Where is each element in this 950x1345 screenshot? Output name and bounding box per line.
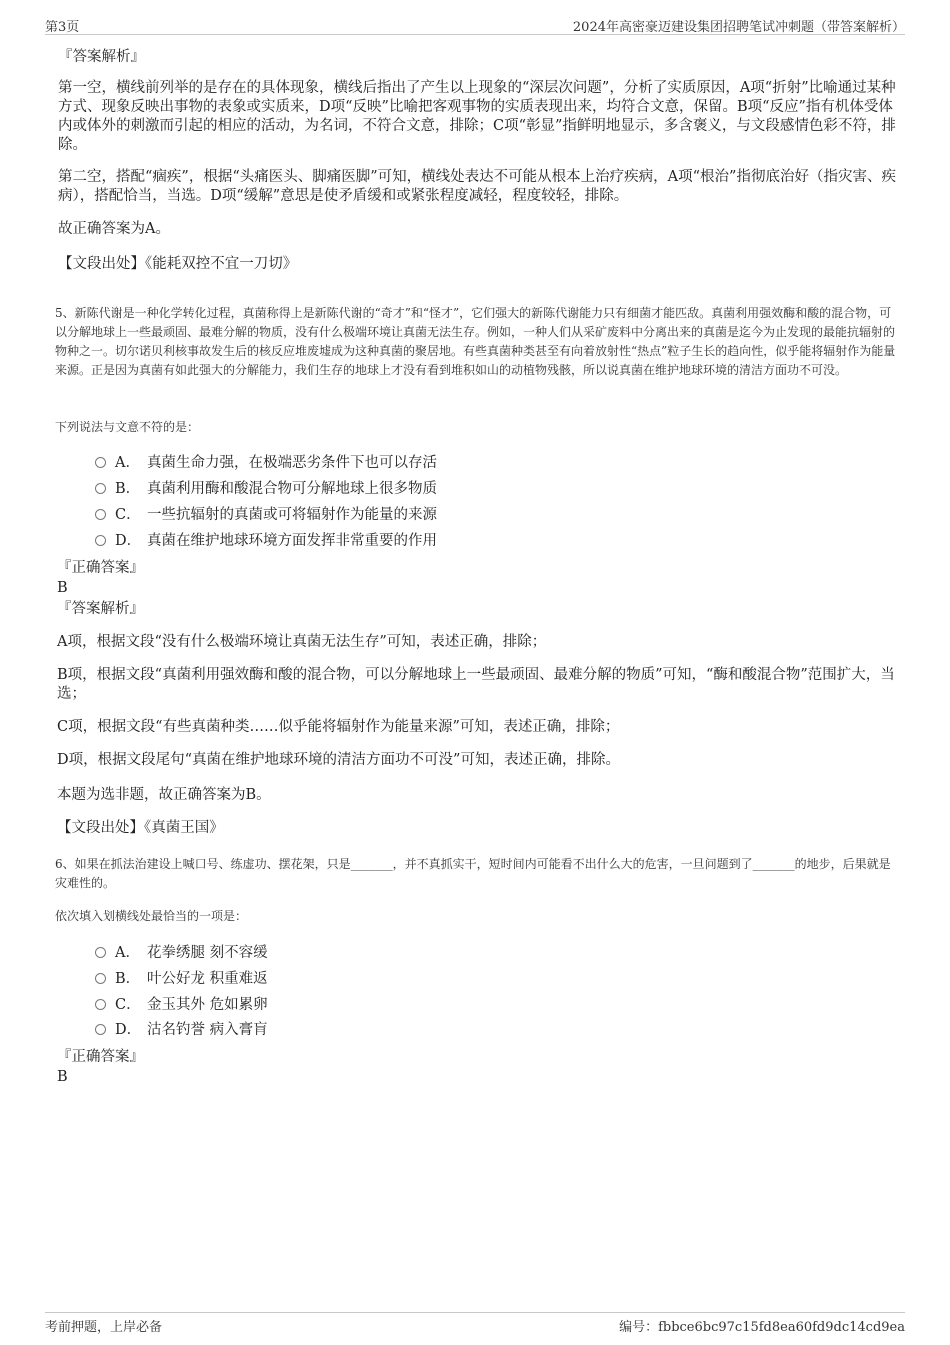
option-label: A．: [115, 455, 140, 471]
q5-analysis-a: A项，根据文段“没有什么极端环境让真菌无法生存”可知，表述正确，排除；: [57, 634, 547, 650]
q5-analysis-d: D项，根据文段尾句“真菌在维护地球环境的清洁方面功不可没”可知，表述正确，排除。: [57, 752, 620, 768]
option-label: D．: [115, 1022, 142, 1038]
option-label: A．: [115, 945, 140, 961]
option-text: 花拳绣腿 刻不容缓: [147, 945, 268, 961]
option-text: 真菌生命力强，在极端恶劣条件下也可以存活: [147, 455, 437, 471]
q6-stem: 6、如果在抓法治建设上喊口号、练虚功、摆花架，只是_______，并不真抓实干，短时间内可能看不出什么大的危害，一旦问题到了_______的地步，后果就是灾难性的。: [55, 857, 891, 890]
option-label: C．: [115, 997, 141, 1013]
option-label: B．: [115, 481, 141, 497]
page-footer: [45, 1312, 905, 1335]
option-label: C．: [115, 507, 141, 523]
radio-icon[interactable]: [95, 947, 106, 958]
q5-prompt: 下列说法与文意不符的是：: [55, 420, 200, 434]
q4-analysis-p1: 第一空，横线前列举的是存在的具体现象，横线后指出了产生以上现象的“深层次问题”，分析了实质原因，A项“折射”比喻通过某种方式、现象反映出事物的表象或实质来，D项“反映”比喻把客观事物的实质表现出来，均符合文意，保留。B项“反应”指有机体受体内或体外的刺激而引起的相应的活动，为名词，不符合文意，排除；C项“彰显”指鲜明地显示，多含褒义，与文段感情色彩不符，排除。: [58, 80, 896, 153]
q4-source: 【文段出处】《能耗双控不宜一刀切》: [58, 256, 298, 272]
option-text: 叶公好龙 积重难返: [147, 971, 268, 987]
option-text: 真菌在维护地球环境方面发挥非常重要的作用: [147, 533, 437, 549]
footer-slogan: 考前押题，上岸必备: [45, 1320, 163, 1335]
radio-icon[interactable]: [95, 535, 106, 546]
option-label: D．: [115, 533, 142, 549]
q5-option-a[interactable]: [95, 453, 437, 473]
q6-option-d[interactable]: [95, 1020, 268, 1040]
q4-analysis-label: 『答案解析』: [58, 49, 145, 65]
document-title: 2024年高密豪迈建设集团招聘笔试冲刺题（带答案解析）: [572, 20, 905, 35]
radio-icon[interactable]: [95, 509, 106, 520]
radio-icon[interactable]: [95, 999, 106, 1010]
radio-icon[interactable]: [95, 973, 106, 984]
page-header: [45, 14, 905, 35]
q5-option-b[interactable]: [95, 479, 437, 499]
q5-stem: 5、新陈代谢是一种化学转化过程，真菌称得上是新陈代谢的“奇才”和“怪才”，它们强大的新陈代谢能力只有细菌才能匹敌。真菌利用强效酶和酸的混合物，可以分解地球上一些最顽固、最难分解的物质，没有什么极端环境让真菌无法生存。例如，一种人们从采矿废料中分离出来的真菌是迄今为止发现的最能抗辐射的物种之一。切尔诺贝利核事故发生后的核反应堆废墟成为这种真菌的聚居地。有些真菌种类甚至有向着放射性“热点”粒子生长的趋向性，似乎能将辐射作为能量来源。正是因为真菌有如此强大的分解能力，我们生存的地球上才没有看到堆积如山的动植物残骸，所以说真菌在维护地球环境的清洁方面功不可没。: [55, 306, 896, 377]
option-label: B．: [115, 971, 141, 987]
option-text: 一些抗辐射的真菌或可将辐射作为能量的来源: [147, 507, 437, 523]
radio-icon[interactable]: [95, 483, 106, 494]
q6-answer-label: 『正确答案』: [57, 1049, 144, 1065]
q6-option-c[interactable]: [95, 995, 268, 1015]
q5-conclusion: 本题为选非题，故正确答案为B。: [57, 787, 271, 803]
q5-answer-label: 『正确答案』: [57, 560, 144, 576]
q6-option-a[interactable]: [95, 943, 268, 963]
q5-option-c[interactable]: [95, 505, 437, 525]
option-text: 真菌利用酶和酸混合物可分解地球上很多物质: [147, 481, 437, 497]
radio-icon[interactable]: [95, 457, 106, 468]
q5-analysis-b: B项，根据文段“真菌利用强效酶和酸的混合物，可以分解地球上一些最顽固、最难分解的物质”可知，“酶和酸混合物”范围扩大，当选；: [57, 667, 895, 702]
option-text: 沽名钓誉 病入膏肓: [147, 1022, 268, 1038]
q6-prompt: 依次填入划横线处最恰当的一项是：: [55, 909, 248, 923]
q5-source: 【文段出处】《真菌王国》: [57, 820, 224, 836]
document-code: 编号：fbbce6bc97c15fd8ea60fd9dc14cd9ea: [619, 1320, 905, 1335]
option-text: 金玉其外 危如累卵: [147, 997, 268, 1013]
q5-analysis-c: C项，根据文段“有些真菌种类……似乎能将辐射作为能量来源”可知，表述正确，排除；: [57, 719, 620, 735]
q6-answer: B: [57, 1069, 68, 1085]
radio-icon[interactable]: [95, 1024, 106, 1035]
q4-analysis-p2: 第二空，搭配“痼疾”，根据“头痛医头、脚痛医脚”可知，横线处表达不可能从根本上治疗疾病，A项“根治”指彻底治好（指灾害、疾病），搭配恰当，当选。D项“缓解”意思是使矛盾缓和或紧张程度减轻，程度较轻，排除。: [58, 169, 896, 204]
q6-option-b[interactable]: [95, 969, 268, 989]
q5-option-d[interactable]: [95, 531, 437, 551]
q4-conclusion: 故正确答案为A。: [58, 221, 170, 237]
q5-analysis-label: 『答案解析』: [57, 601, 144, 617]
q5-answer: B: [57, 580, 68, 596]
page-number: 第3页: [45, 20, 80, 35]
